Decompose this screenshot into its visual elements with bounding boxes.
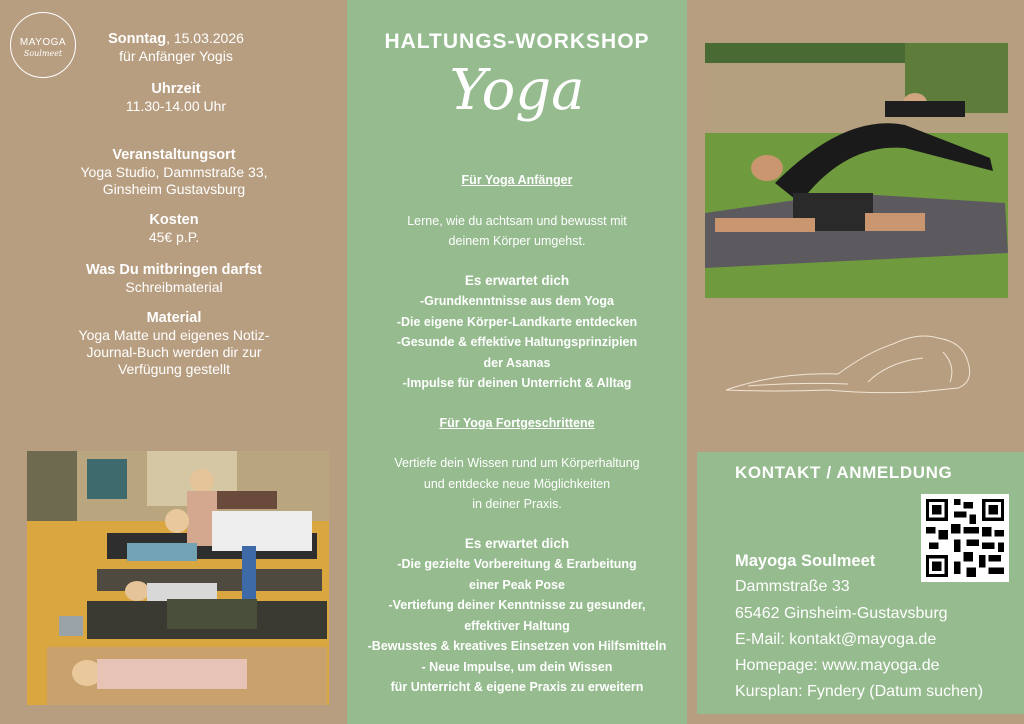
beginner-intro-line: Lerne, wie du achtsam und bewusst mit <box>407 213 627 228</box>
yoga-class-illustration <box>27 451 329 705</box>
contact-homepage-link[interactable]: Homepage: www.mayoga.de <box>735 657 940 674</box>
bring-value: Schreibmaterial <box>125 279 223 295</box>
outdoor-yoga-photo <box>705 43 1008 298</box>
contact-name: Mayoga Soulmeet <box>735 552 876 570</box>
beginner-intro-line: deinem Körper umgehst. <box>448 234 586 248</box>
list-item: -Bewusstes & kreatives Einsetzen von Hilfsmitteln <box>367 639 667 653</box>
venue-block <box>40 146 308 198</box>
expect-heading: Es erwartet dich <box>464 535 570 551</box>
event-audience: für Anfänger Yogis <box>119 48 233 64</box>
logo-text: MAYOGA <box>19 37 67 48</box>
material-block <box>40 309 308 378</box>
list-item: -Grundkenntnisse aus dem Yoga <box>419 294 615 308</box>
list-item: effektiver Haltung <box>464 618 570 633</box>
yoga-class-photo <box>27 451 329 705</box>
material-label: Material <box>146 310 202 326</box>
qr-code-icon[interactable] <box>921 494 1009 582</box>
mayoga-logo <box>10 12 76 78</box>
event-date: Sonntag, 15.03.2026 <box>108 30 244 47</box>
contact-email-link[interactable]: E-Mail: kontakt@mayoga.de <box>735 631 937 648</box>
list-item: -Gesunde & effektive Haltungsprinzipien <box>396 335 638 349</box>
date-block <box>90 30 262 65</box>
bring-label: Was Du mitbringen darfst <box>86 262 262 278</box>
advanced-intro-line: und entdecke neue Möglichkeiten <box>423 476 611 491</box>
list-item: für Unterricht & eigene Praxis zu erweitern <box>390 680 644 694</box>
advanced-intro-line: in deiner Praxis. <box>472 497 562 511</box>
logo-subtext: Soulmeet <box>23 49 63 58</box>
time-value: 11.30-14.00 Uhr <box>125 98 227 114</box>
list-item: -Die gezielte Vorbereitung & Erarbeitung <box>397 557 637 571</box>
cost-value: 45€ p.P. <box>148 229 200 245</box>
outdoor-yoga-illustration <box>705 43 1008 298</box>
material-line: Yoga Matte und eigenes Notiz- <box>78 327 270 343</box>
list-item: -Vertiefung deiner Kenntnisse zu gesunder, <box>388 598 646 612</box>
advanced-heading: Für Yoga Fortgeschrittene <box>439 415 595 430</box>
venue-label: Veranstaltungsort <box>112 147 236 163</box>
time-block <box>90 80 262 115</box>
contact-city: 65462 Ginsheim-Gustavsburg <box>735 605 948 622</box>
advanced-intro-line: Vertiefe dein Wissen rund um Körperhaltung <box>394 456 640 470</box>
beginner-section <box>347 170 687 698</box>
list-item: -Die eigene Körper-Landkarte entdecken <box>396 314 638 329</box>
material-line: Verfügung gestellt <box>117 361 231 377</box>
venue-line: Ginsheim Gustavsburg <box>102 181 246 197</box>
workshop-title: HALTUNGS-WORKSHOP <box>384 30 650 53</box>
contact-street: Dammstraße 33 <box>735 578 850 595</box>
contact-schedule: Kursplan: Fyndery (Datum suchen) <box>735 683 984 700</box>
cost-label: Kosten <box>149 212 199 228</box>
venue-line: Yoga Studio, Dammstraße 33, <box>80 164 268 180</box>
time-label: Uhrzeit <box>151 81 201 97</box>
list-item: - Neue Impulse, um dein Wissen <box>421 659 613 674</box>
bring-block <box>40 261 308 296</box>
contact-title: KONTAKT / ANMELDUNG <box>735 463 953 482</box>
list-item: einer Peak Pose <box>469 577 565 592</box>
childs-pose-line-art <box>718 322 994 398</box>
list-item: -Impulse für deinen Unterricht & Alltag <box>402 376 632 390</box>
cost-block <box>40 211 308 246</box>
expect-heading: Es erwartet dich <box>464 272 570 288</box>
list-item: der Asanas <box>483 355 551 370</box>
beginner-heading: Für Yoga Anfänger <box>461 173 573 187</box>
material-line: Journal-Buch werden dir zur <box>86 344 262 360</box>
yoga-script-title: Yoga <box>449 58 585 123</box>
